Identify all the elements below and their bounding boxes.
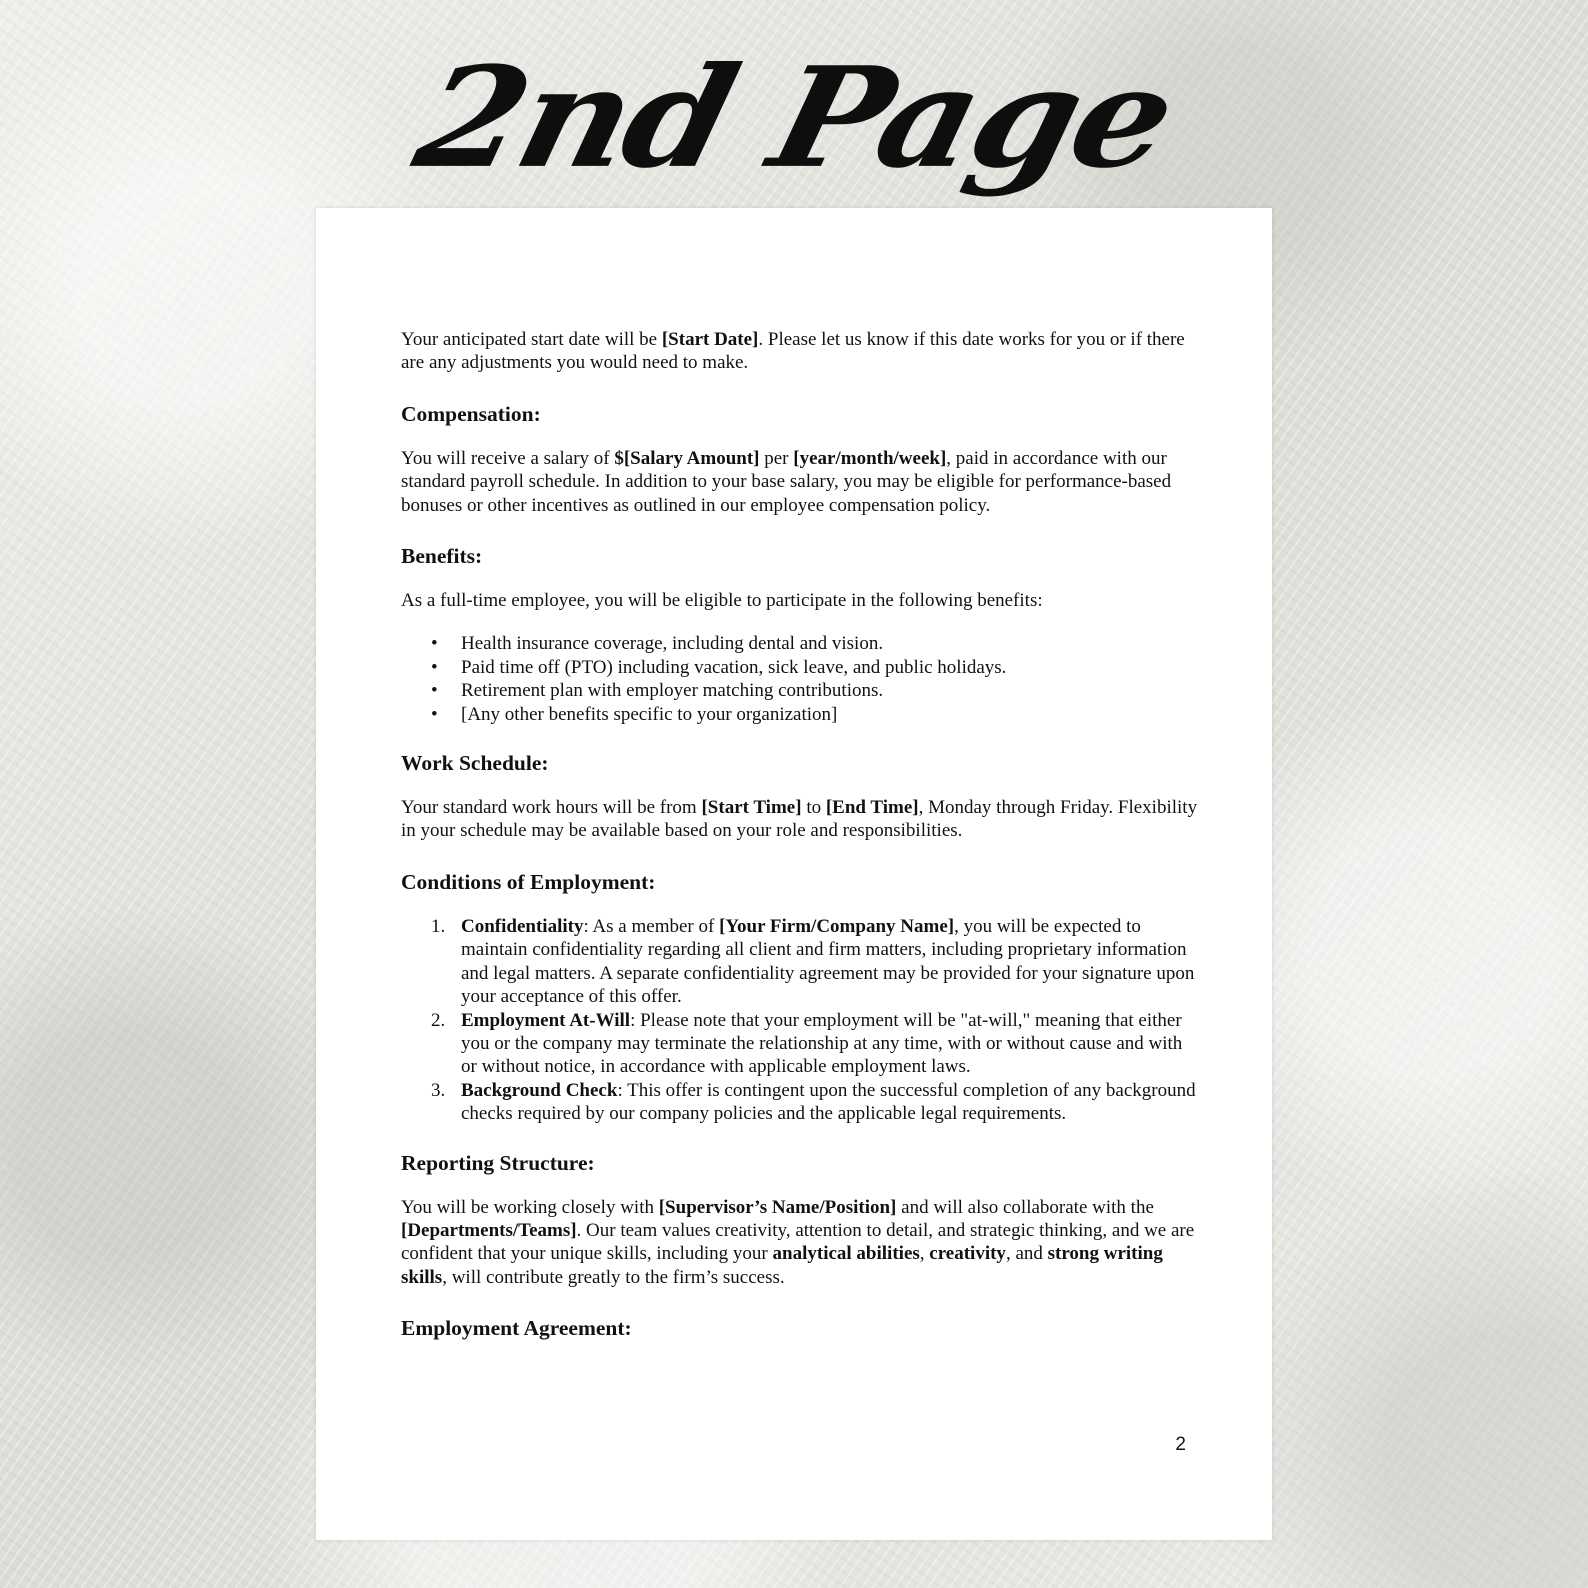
list-item: • [Any other benefits specific to your organization] [401, 703, 1201, 726]
list-item: 1. Confidentiality: As a member of [Your Firm/Company Name], you will be expected to maintain confidentiality regarding all client and firm matters, including proprietary information and legal matters. A separate confidentiality agreement may be provided for your signature upon your acceptance of this offer. [431, 915, 1195, 1008]
banner [0, 28, 1588, 208]
compensation-paragraph: You will receive a salary of $[Salary Amount] per [year/month/week], paid in accordance with our standard payroll schedule. In addition to your base salary, you may be eligible for performance-based bonuses or other incentives as outlined in our employee compensation policy. [401, 447, 1172, 516]
document-page [316, 208, 1272, 1540]
list-item: • Paid time off (PTO) including vacation, sick leave, and public holidays. [401, 656, 1201, 679]
list-item: 2. Employment At-Will: Please note that your employment will be "at-will," meaning that either you or the company may terminate the relationship at any time, with or without cause and with or without notice, in accordance with applicable employment laws. [431, 1009, 1183, 1078]
benefits-intro: As a full-time employee, you will be eligible to participate in the following benefits: [401, 590, 1043, 612]
reporting-heading: Reporting Structure: [401, 1150, 595, 1175]
compensation-heading: Compensation: [401, 401, 541, 426]
document-content [401, 328, 1201, 1341]
page-number: 2 [1175, 1434, 1186, 1455]
list-item: • Retirement plan with employer matching contributions. [401, 679, 1201, 702]
work-schedule-paragraph: Your standard work hours will be from [Start Time] to [End Time], Monday through Friday. Flexibility in your schedule may be available based on your role and responsibilities. [401, 797, 1198, 842]
work-schedule-heading: Work Schedule: [401, 751, 549, 776]
conditions-list [401, 915, 1201, 1126]
benefits-heading: Benefits: [401, 544, 483, 569]
agreement-heading: Employment Agreement: [401, 1316, 632, 1341]
list-item: • Health insurance coverage, including dental and vision. [401, 632, 1201, 655]
list-item: 3. Background Check: This offer is contingent upon the successful completion of any background checks required by our company policies and the applicable legal requirements. [431, 1079, 1196, 1125]
banner-title: 2nd Page [401, 37, 1187, 199]
conditions-heading: Conditions of Employment: [401, 869, 656, 894]
reporting-paragraph: You will be working closely with [Supervisor’s Name/Position] and will also collaborate with the [Departments/Teams]. Our team values creativity, attention to detail, and strategic thinking, and we are confident that your unique skills, including your analytical abilities, creativity, and strong writing skills, will contribute greatly to the firm’s success. [401, 1196, 1195, 1288]
intro-paragraph: Your anticipated start date will be [Start Date]. Please let us know if this date works for you or if there are any adjustments you would need to make. [401, 329, 1185, 374]
benefits-list [401, 632, 1201, 726]
